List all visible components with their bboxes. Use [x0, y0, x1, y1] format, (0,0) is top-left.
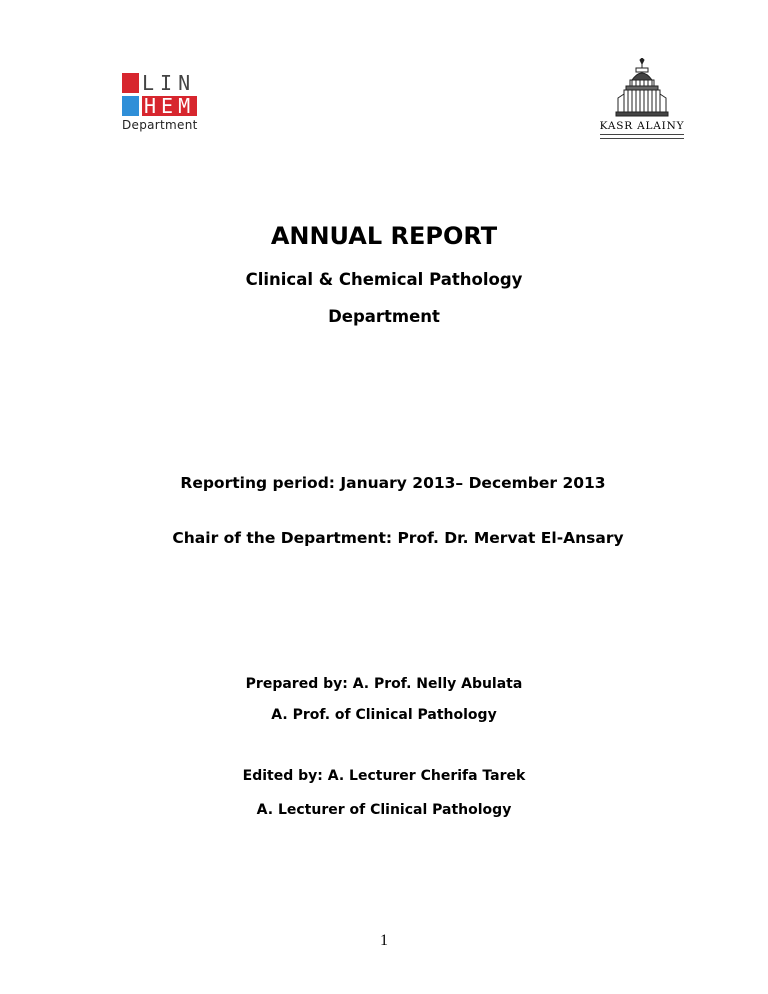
edited-by: Edited by: A. Lecturer Cherifa Tarek	[242, 768, 526, 784]
kasr-alainy-logo	[596, 58, 688, 144]
report-subtitle-line1: Clinical & Chemical Pathology	[245, 270, 523, 289]
clinchem-logo-line2	[122, 95, 197, 117]
dome-building-icon	[596, 58, 688, 120]
red-block	[122, 73, 139, 93]
report-title: ANNUAL REPORT	[270, 222, 498, 250]
logo-department-label: Department	[122, 118, 198, 132]
blue-block	[122, 96, 139, 116]
report-subtitle-line2: Department	[328, 307, 440, 326]
page-number: 1	[380, 932, 388, 949]
clinchem-logo-line1	[122, 72, 196, 94]
prepared-by-title: A. Prof. of Clinical Pathology	[271, 707, 497, 723]
edited-by-title: A. Lecturer of Clinical Pathology	[256, 802, 512, 818]
kasr-alainy-name: KASR ALAINY	[599, 120, 685, 132]
kasr-alainy-rule	[600, 134, 684, 139]
department-chair: Chair of the Department: Prof. Dr. Mervat El-Ansary	[172, 529, 624, 547]
reporting-period: Reporting period: January 2013– December 2013	[180, 474, 606, 492]
logo-word-clin: LIN	[142, 71, 197, 95]
clinchem-logo	[122, 72, 217, 134]
logo-word-chem: HEM	[144, 94, 196, 118]
prepared-by: Prepared by: A. Prof. Nelly Abulata	[245, 676, 523, 692]
